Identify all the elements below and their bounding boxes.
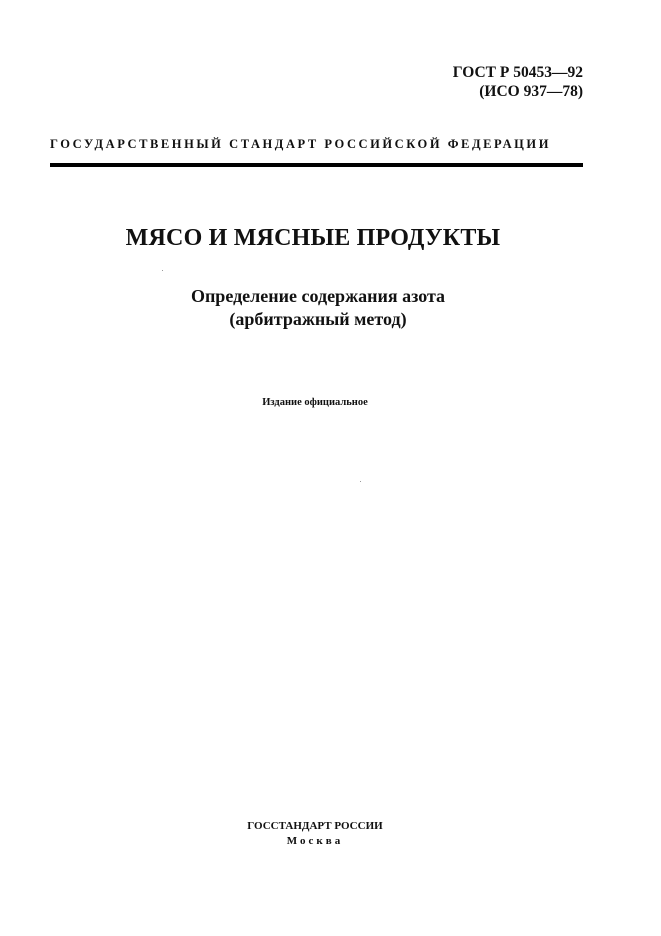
subtitle-line-1: Определение содержания азота [190, 286, 446, 306]
document-subtitle [0, 285, 636, 331]
edition-note: Издание официальное [262, 397, 368, 408]
scan-speck [162, 270, 163, 271]
state-standard-heading: ГОСУДАРСТВЕННЫЙ СТАНДАРТ РОССИЙСКОЙ ФЕДЕРАЦИИ [50, 137, 551, 151]
publisher-name: ГОССТАНДАРТ РОССИИ [247, 820, 383, 832]
header-rule [50, 163, 583, 167]
publisher-block [0, 819, 630, 849]
document-title: МЯСО И МЯСНЫЕ ПРОДУКТЫ [125, 225, 501, 251]
subtitle-line-2: (арбитражный метод) [229, 309, 407, 329]
scan-speck [360, 481, 361, 482]
publisher-city: Москва [286, 835, 344, 847]
gost-number: ГОСТ Р 50453—92 [452, 64, 583, 81]
standard-designation [453, 63, 583, 101]
iso-number: (ИСО 937—78) [479, 83, 583, 100]
